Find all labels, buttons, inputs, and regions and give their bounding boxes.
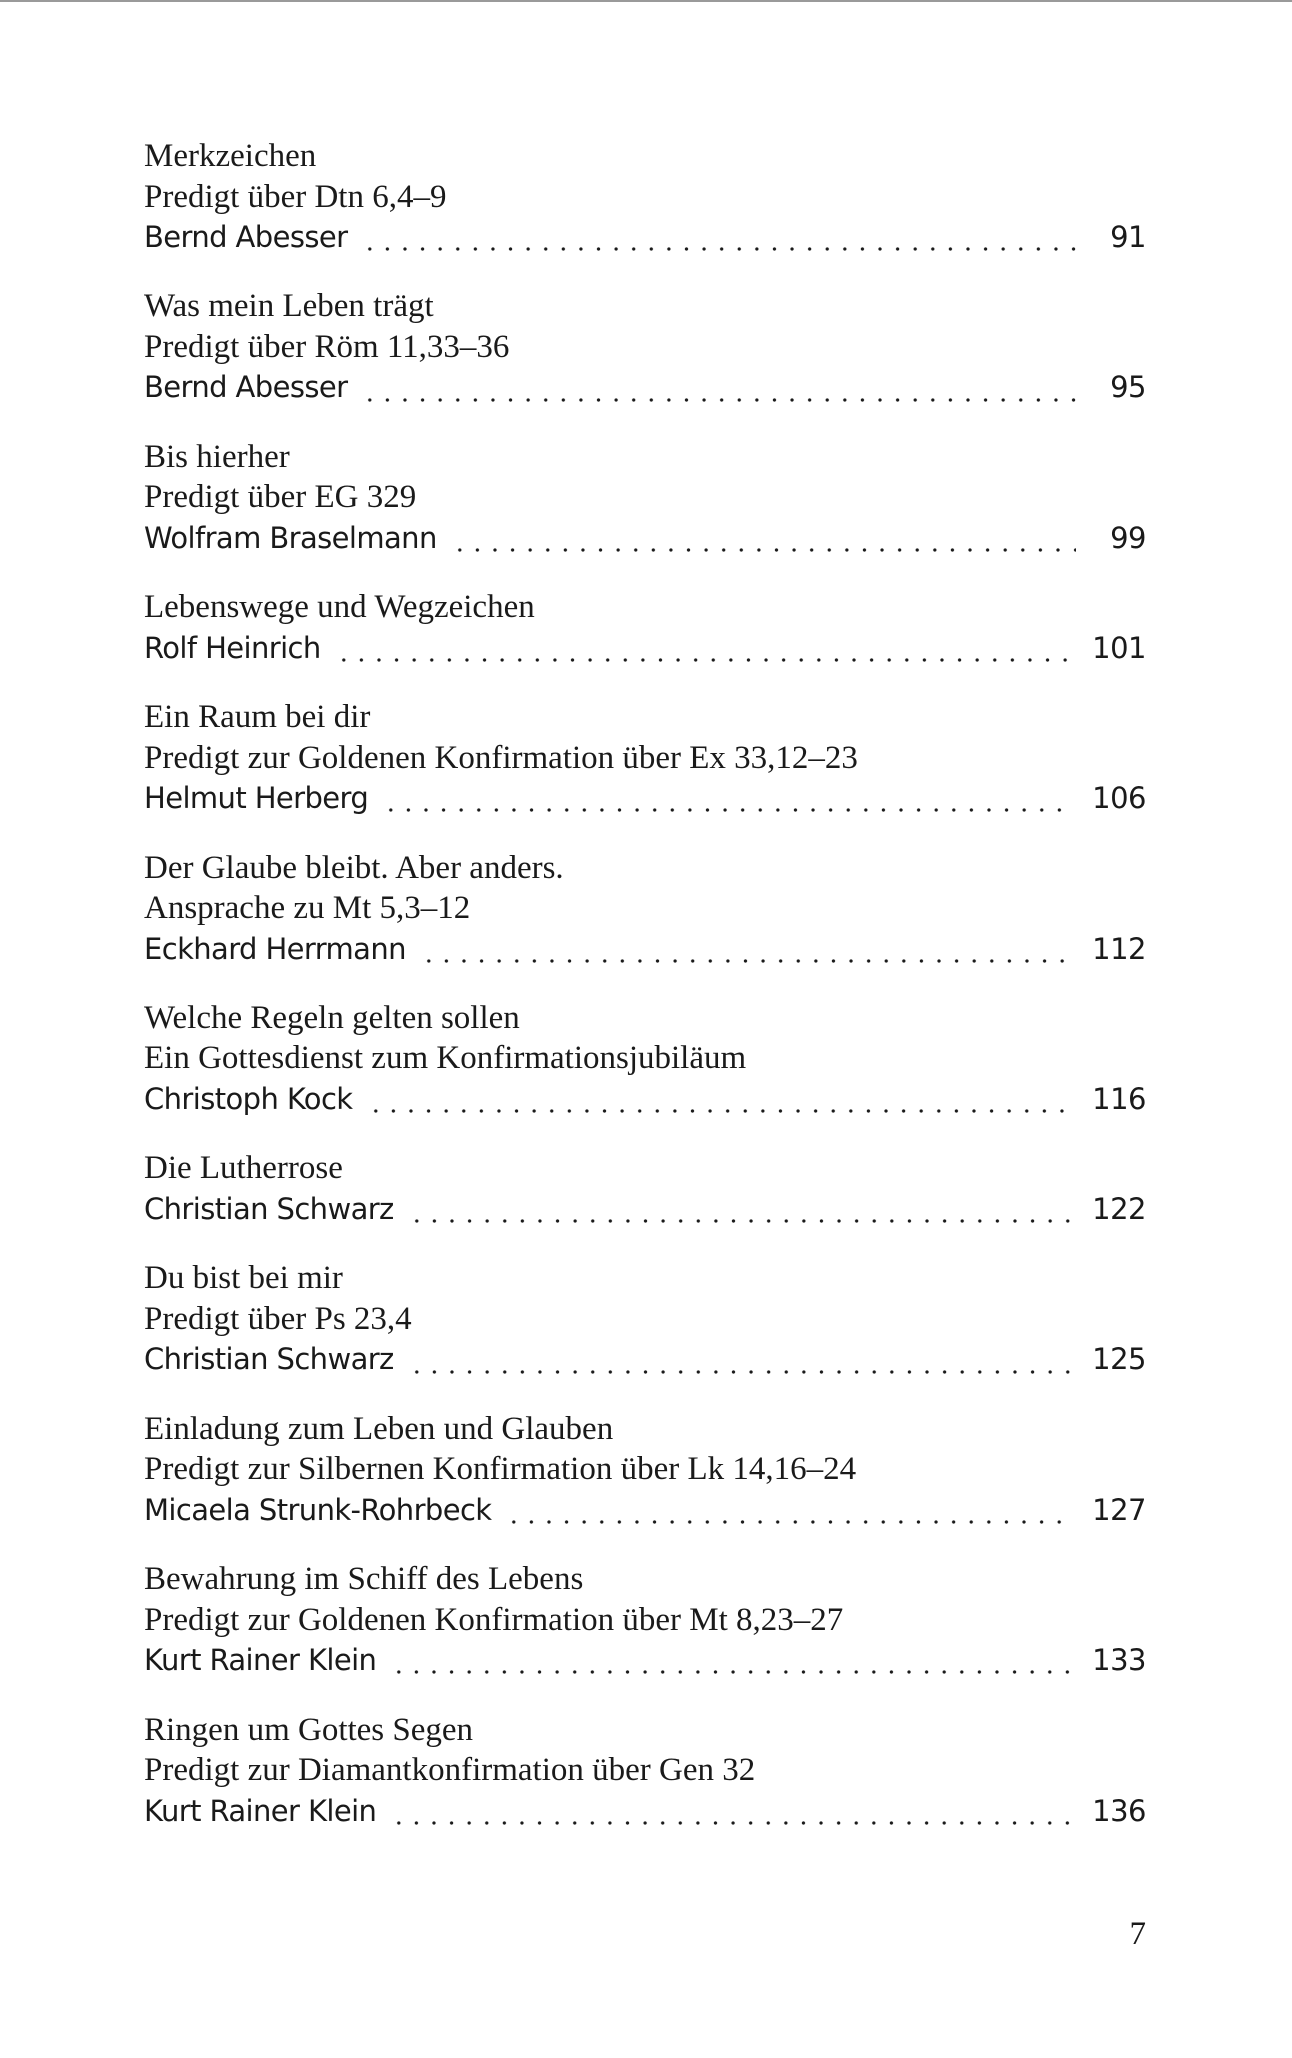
- entry-author: Helmut Herberg: [144, 781, 369, 816]
- entry-title: Lebenswege und Wegzeichen: [144, 589, 535, 626]
- entry-subtitle: Ein Gottesdienst zum Konfirmationsjubiläum: [144, 1040, 747, 1077]
- dot-leader: [335, 658, 1070, 662]
- entry-title: Die Lutherrose: [144, 1150, 343, 1187]
- entry-page-number: 91: [1110, 220, 1146, 254]
- dot-leader: [390, 1821, 1070, 1825]
- entry-title: Einladung zum Leben und Glauben: [144, 1410, 614, 1447]
- toc-entry: [144, 1710, 1146, 1860]
- entry-page-number: 127: [1092, 1492, 1146, 1527]
- author-row: [144, 217, 1146, 258]
- toc-entry: [144, 1559, 1146, 1709]
- top-rule: [0, 0, 1292, 2]
- dot-leader: [367, 1109, 1071, 1113]
- author-row: [144, 1640, 1146, 1681]
- author-row: [144, 778, 1146, 819]
- dot-leader: [382, 808, 1070, 812]
- author-row: [144, 1490, 1146, 1531]
- toc-entry: [144, 587, 1146, 697]
- author-row: [144, 1079, 1146, 1120]
- entry-subtitle: Predigt zur Silbernen Konfirmation über Lk 14,16–24: [144, 1451, 857, 1488]
- entry-title: Bis hierher: [144, 438, 290, 475]
- dot-leader: [408, 1370, 1070, 1374]
- entry-author: Wolfram Braselmann: [144, 520, 437, 555]
- entry-author: Bernd Abesser: [144, 220, 348, 254]
- author-row: [144, 1339, 1146, 1380]
- toc-entry: [144, 1409, 1146, 1559]
- entry-author: Bernd Abesser: [144, 370, 348, 405]
- toc-entry: [144, 1148, 1146, 1258]
- entry-page-number: 116: [1092, 1081, 1146, 1116]
- toc-entry: [144, 848, 1146, 998]
- entry-subtitle: Predigt über Dtn 6,4–9: [144, 178, 447, 215]
- entry-author: Rolf Heinrich: [144, 630, 321, 665]
- entry-title: Bewahrung im Schiff des Lebens: [144, 1561, 584, 1598]
- entry-title: Welche Regeln gelten sollen: [144, 999, 520, 1036]
- toc-entry: [144, 136, 1146, 286]
- page-number: 7: [1129, 1916, 1146, 1952]
- entry-subtitle: Predigt zur Goldenen Konfirmation über Ex 33,12–23: [144, 739, 858, 776]
- entry-subtitle: Predigt zur Goldenen Konfirmation über Mt 8,23–27: [144, 1601, 844, 1638]
- dot-leader: [505, 1520, 1070, 1524]
- entry-page-number: 101: [1092, 630, 1146, 665]
- toc-entry: [144, 437, 1146, 587]
- entry-page-number: 133: [1092, 1643, 1146, 1678]
- entry-author: Eckhard Herrmann: [144, 931, 406, 966]
- entry-title: Ein Raum bei dir: [144, 699, 371, 736]
- entry-title: Du bist bei mir: [144, 1260, 343, 1297]
- author-row: [144, 1791, 1146, 1832]
- entry-page-number: 112: [1092, 931, 1146, 966]
- entry-author: Kurt Rainer Klein: [144, 1793, 377, 1828]
- entry-subtitle: Predigt über Röm 11,33–36: [144, 328, 510, 365]
- entry-page-number: 136: [1092, 1793, 1146, 1828]
- entry-author: Kurt Rainer Klein: [144, 1643, 377, 1678]
- entry-author: Christoph Kock: [144, 1081, 353, 1116]
- toc-entry: [144, 697, 1146, 847]
- entry-page-number: 125: [1092, 1342, 1146, 1377]
- entry-author: Christian Schwarz: [144, 1191, 394, 1226]
- dot-leader: [361, 247, 1076, 251]
- dot-leader: [408, 1219, 1070, 1223]
- author-row: [144, 518, 1146, 559]
- dot-leader: [420, 959, 1070, 963]
- entry-subtitle: Ansprache zu Mt 5,3–12: [144, 890, 471, 927]
- entry-page-number: 95: [1110, 370, 1146, 405]
- entry-author: Micaela Strunk-Rohrbeck: [144, 1492, 492, 1527]
- entry-title: Ringen um Gottes Segen: [144, 1711, 474, 1748]
- toc-entry: [144, 998, 1146, 1148]
- author-row: [144, 628, 1146, 669]
- entry-subtitle: Predigt über Ps 23,4: [144, 1300, 412, 1337]
- dot-leader: [451, 548, 1076, 552]
- toc-entry: [144, 1258, 1146, 1408]
- entry-page-number: 99: [1110, 520, 1146, 555]
- dot-leader: [390, 1670, 1070, 1674]
- entry-subtitle: Predigt über EG 329: [144, 479, 417, 516]
- toc-entry: [144, 286, 1146, 436]
- entry-page-number: 106: [1092, 781, 1146, 816]
- entry-title: Was mein Leben trägt: [144, 288, 434, 325]
- entry-title: Merkzeichen: [144, 138, 317, 174]
- author-row: [144, 367, 1146, 408]
- entry-page-number: 122: [1092, 1191, 1146, 1226]
- author-row: [144, 1189, 1146, 1230]
- entry-title: Der Glaube bleibt. Aber anders.: [144, 849, 564, 886]
- author-row: [144, 929, 1146, 970]
- entry-author: Christian Schwarz: [144, 1342, 394, 1377]
- dot-leader: [361, 398, 1076, 402]
- entry-subtitle: Predigt zur Diamantkonfirmation über Gen 32: [144, 1752, 756, 1789]
- table-of-contents: [144, 136, 1146, 1860]
